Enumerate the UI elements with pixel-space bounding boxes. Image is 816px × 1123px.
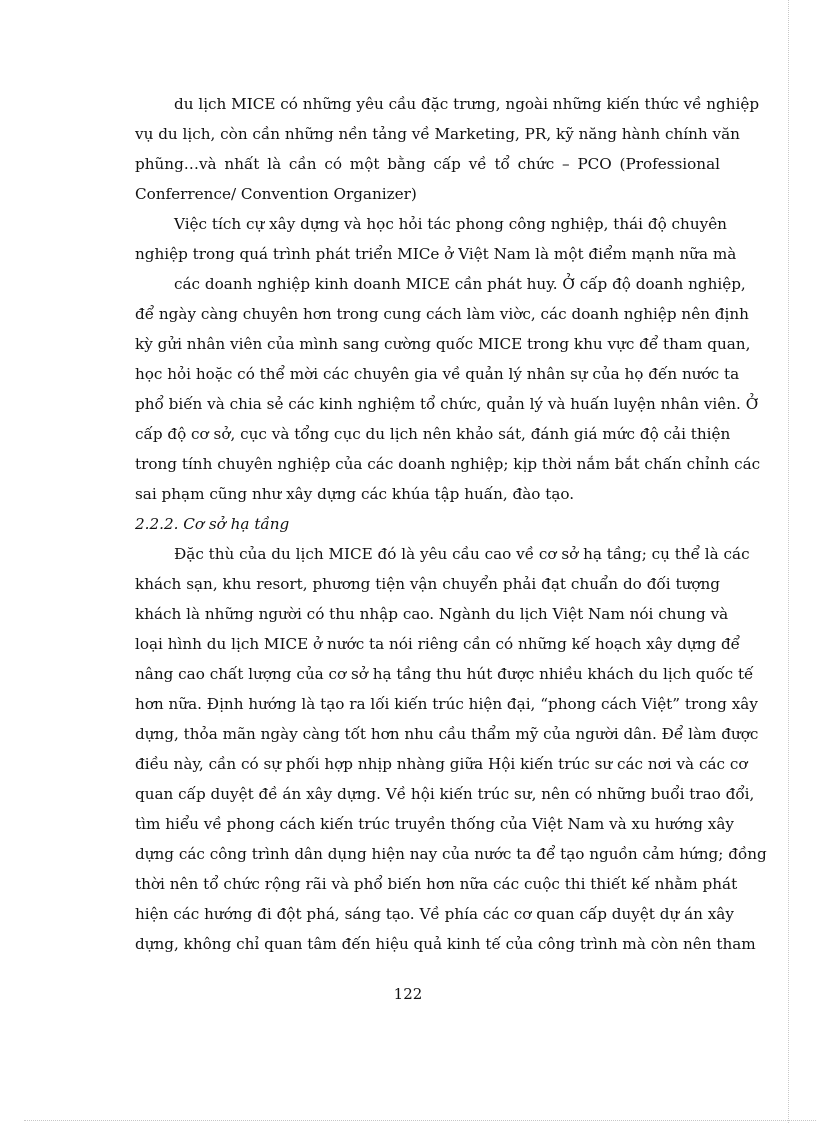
text-line: trong tính chuyên nghiệp của các doanh nghiệp; kịp thời nắm bắt chấn chỉnh các <box>135 455 761 473</box>
text-line: học hỏi hoặc có thể mời các chuyên gia về quản lý nhân sự của họ đến nước ta <box>135 365 740 383</box>
section-heading: 2.2.2. Cơ sở hạ tầng <box>135 515 290 533</box>
text-line: các doanh nghiệp kinh doanh MICE cần phát huy. Ở cấp độ doanh nghiệp, <box>174 275 746 293</box>
text-line: quan cấp duyệt đề án xây dựng. Về hội kiến trúc sư, nên có những buổi trao đổi, <box>135 785 755 803</box>
text-line: vụ du lịch, còn cần những nền tảng về Marketing, PR, kỹ năng hành chính văn <box>135 125 740 143</box>
text-line: dựng, không chỉ quan tâm đến hiệu quả kinh tế của công trình mà còn nên tham <box>135 935 756 953</box>
text-line: Conferrence/ Convention Organizer) <box>135 185 417 203</box>
text-line: cấp độ cơ sở, cục và tổng cục du lịch nên khảo sát, đánh giá mức độ cải thiện <box>135 425 731 443</box>
text-line: khách sạn, khu resort, phương tiện vận chuyển phải đạt chuẩn do đối tượng <box>135 575 720 593</box>
text-line: Đặc thù của du lịch MICE đó là yêu cầu cao về cơ sở hạ tầng; cụ thể là các <box>174 545 750 563</box>
text-line: du lịch MICE có những yêu cầu đặc trưng, ngoài những kiến thức về nghiệp <box>174 95 760 113</box>
text-line: dựng các công trình dân dụng hiện nay của nước ta để tạo nguồn cảm hứng; đồng <box>135 845 767 863</box>
text-line: phổ biến và chia sẻ các kinh nghiệm tổ chức, quản lý và huấn luyện nhân viên. Ở <box>135 395 759 413</box>
text-line: dựng, thỏa mãn ngày càng tốt hơn nhu cầu thẩm mỹ của người dân. Để làm được <box>135 725 759 743</box>
text-line: sai phạm cũng như xây dựng các khúa tập huấn, đào tạo. <box>135 485 575 503</box>
page-number: 122 <box>393 985 423 1003</box>
text-line: phũng…và nhất là cần có một bằng cấp về tổ chức – PCO (Professional <box>135 155 720 173</box>
page-edge-right <box>788 0 789 1123</box>
text-line: thời nên tổ chức rộng rãi và phổ biến hơn nữa các cuộc thi thiết kế nhằm phát <box>135 875 738 893</box>
text-line: điều này, cần có sự phối hợp nhịp nhàng giữa Hội kiến trúc sư các nơi và các cơ <box>135 755 748 773</box>
text-line: hơn nữa. Định hướng là tạo ra lối kiến trúc hiện đại, “phong cách Việt” trong xây <box>135 695 758 713</box>
text-line: kỳ gửi nhân viên của mình sang cường quốc MICE trong khu vực để tham quan, <box>135 335 751 353</box>
text-line: tìm hiểu về phong cách kiến trúc truyền thống của Việt Nam và xu hướng xây <box>135 815 734 833</box>
text-line: khách là những người có thu nhập cao. Ngành du lịch Việt Nam nói chung và <box>135 605 729 623</box>
text-line: hiện các hướng đi đột phá, sáng tạo. Về phía các cơ quan cấp duyệt dự án xây <box>135 905 734 923</box>
text-line: Việc tích cự xây dựng và học hỏi tác phong công nghiệp, thái độ chuyên <box>174 215 727 233</box>
page-edge-bottom <box>24 1120 816 1121</box>
text-line: loại hình du lịch MICE ở nước ta nói riêng cần có những kế hoạch xây dựng để <box>135 635 741 653</box>
text-line: nâng cao chất lượng của cơ sở hạ tầng thu hút được nhiều khách du lịch quốc tế <box>135 665 754 683</box>
text-line: nghiệp trong quá trình phát triển MICe ở Việt Nam là một điểm mạnh nữa mà <box>135 245 737 263</box>
text-line: để ngày càng chuyên hơn trong cung cách làm viờc, các doanh nghiệp nên định <box>135 305 749 323</box>
